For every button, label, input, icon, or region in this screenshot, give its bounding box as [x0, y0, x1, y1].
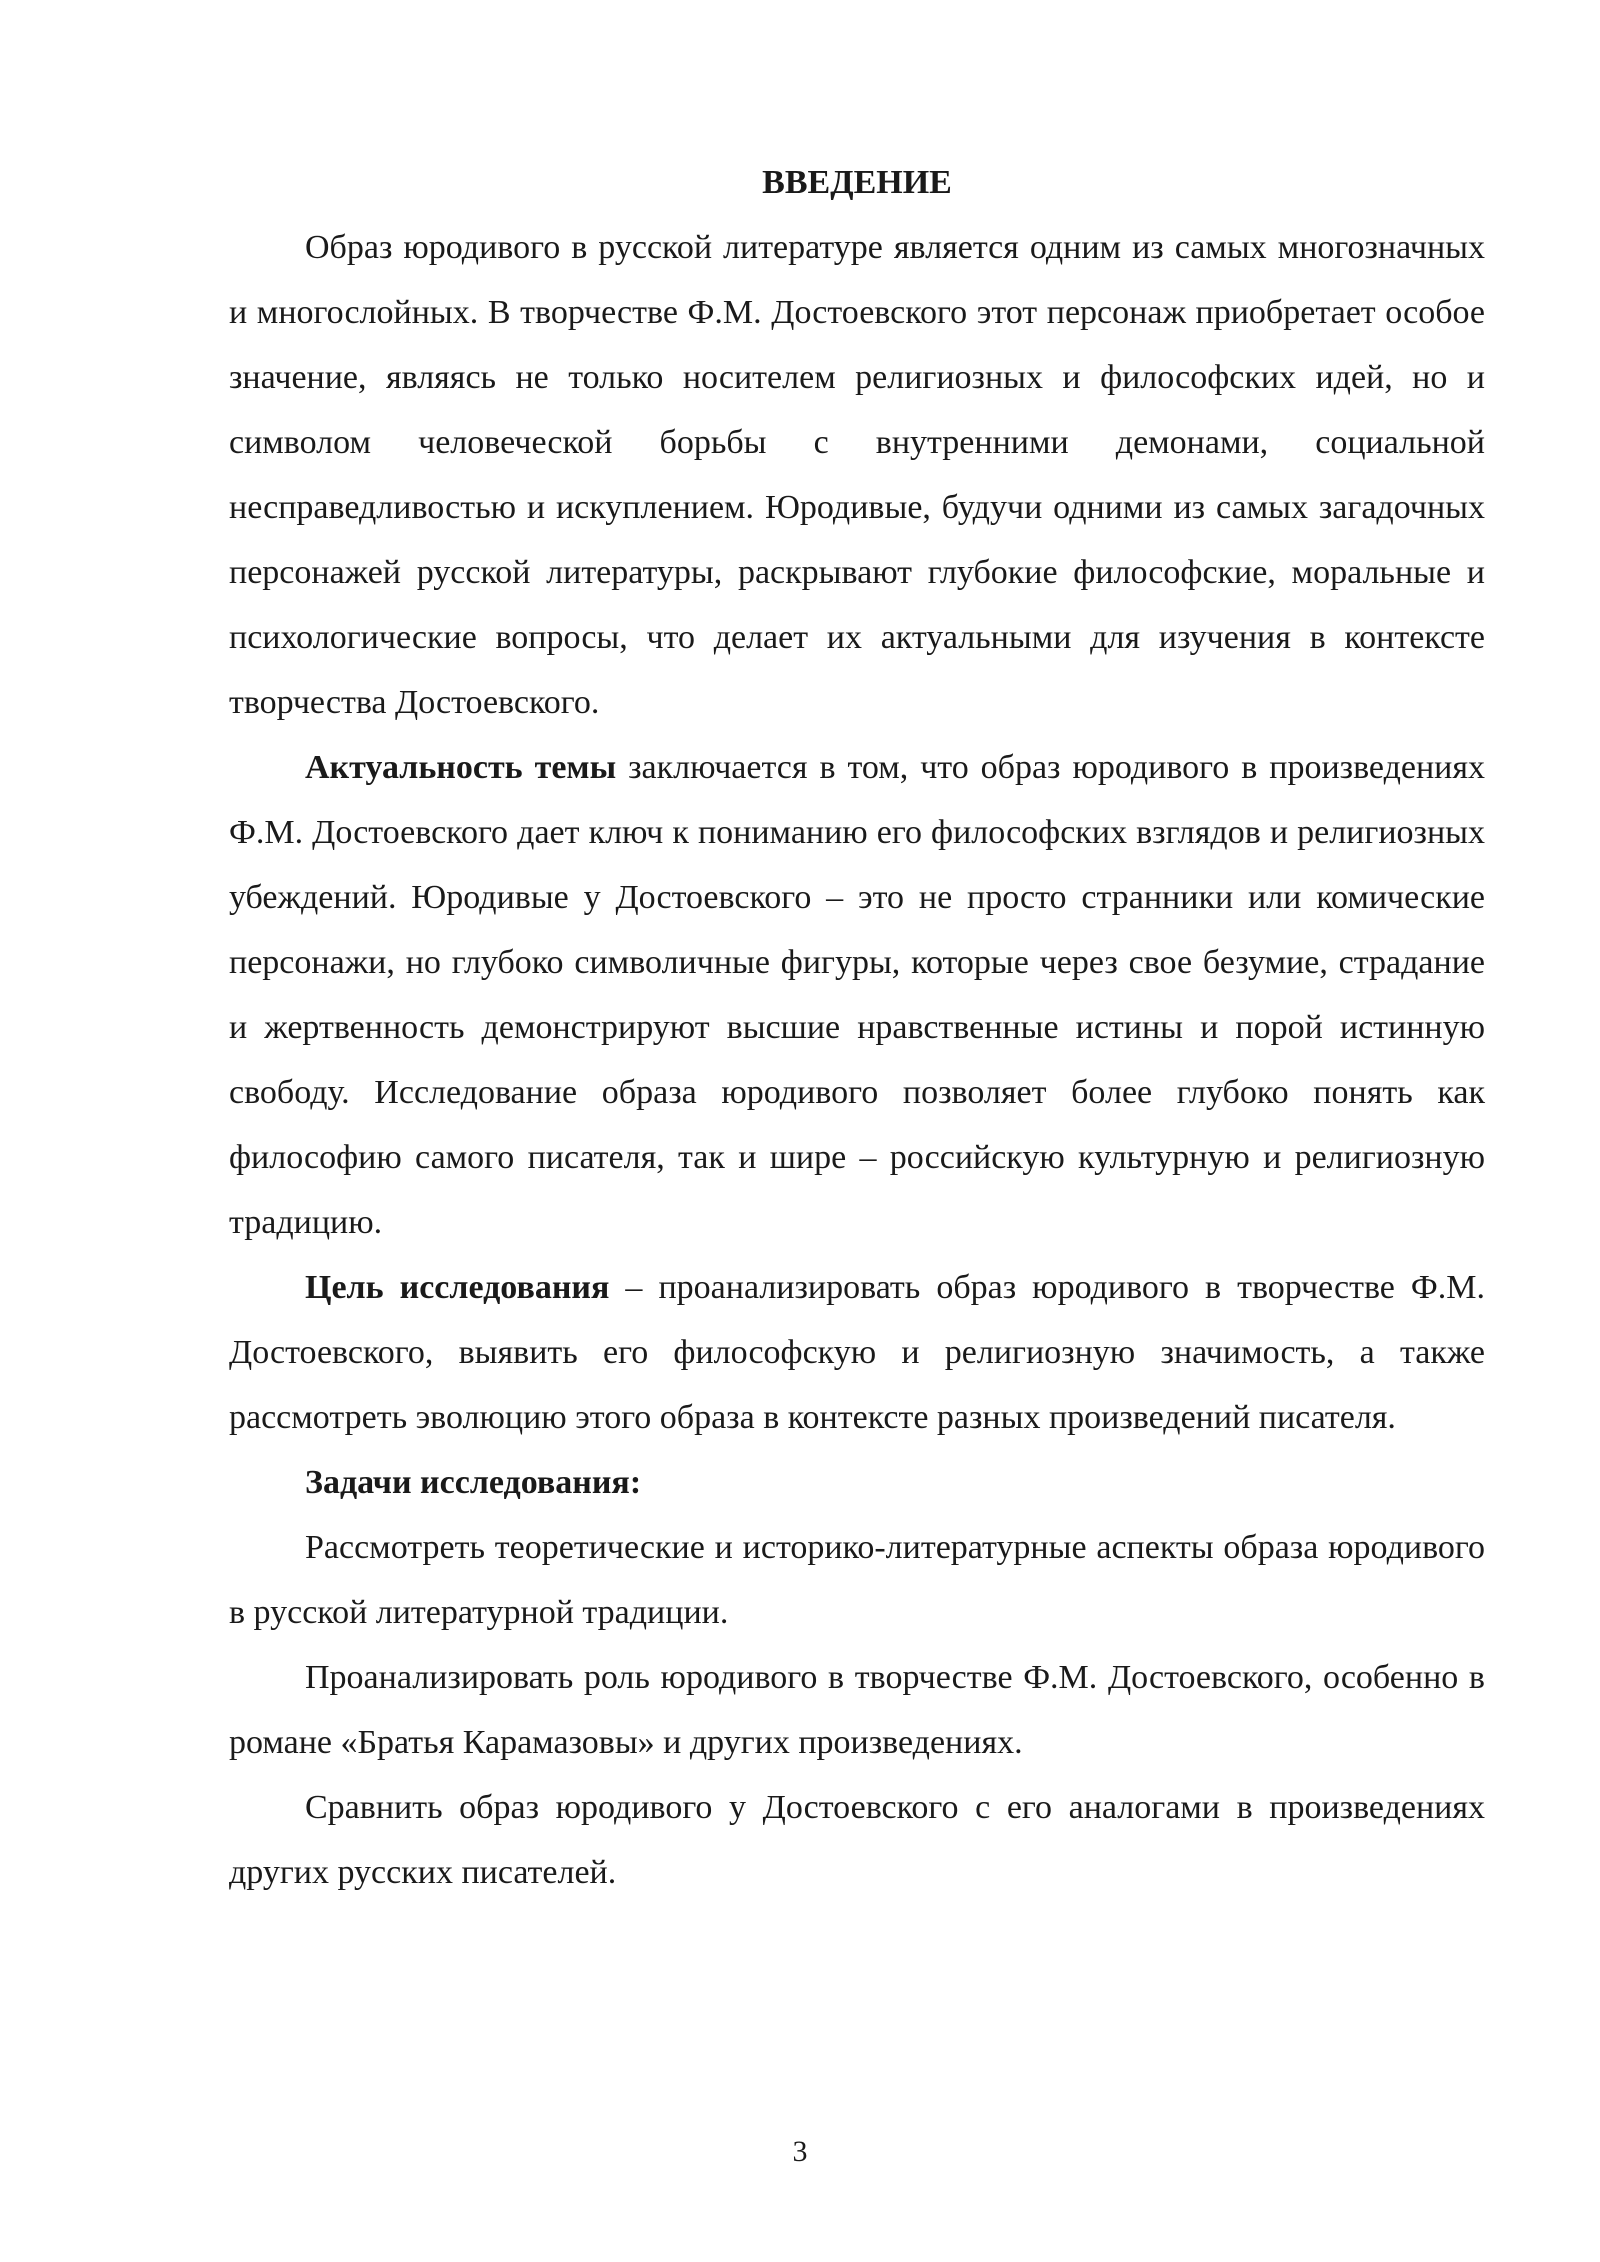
- page-number: 3: [792, 2135, 808, 2168]
- relevance-paragraph: [229, 735, 1485, 1255]
- section-heading: ВВЕДЕНИЕ: [762, 164, 952, 201]
- goal-paragraph: [229, 1255, 1485, 1450]
- task-item: Сравнить образ юродивого у Достоевского с его аналогами в произведениях других русских писателей.: [229, 1789, 1485, 1891]
- tasks-heading: Задачи исследования:: [305, 1464, 642, 1501]
- tasks-heading-paragraph: [229, 1450, 1485, 1515]
- goal-label: Цель исследования: [305, 1269, 610, 1306]
- page-content: [229, 150, 1485, 1905]
- goal-text: – проанализировать образ юродивого в творчестве Ф.М. Достоевского, выявить его философскую и религиозную значимость, а также рассмотреть эволюцию этого образа в контексте разных произведений писателя.: [229, 1269, 1486, 1436]
- task-item: Проанализировать роль юродивого в творчестве Ф.М. Достоевского, особенно в романе «Братья Карамазовы» и других произведениях.: [229, 1659, 1485, 1761]
- relevance-label: Актуальность темы: [305, 749, 617, 786]
- task-item: Рассмотреть теоретические и историко-литературные аспекты образа юродивого в русской литературной традиции.: [229, 1529, 1485, 1631]
- intro-paragraph: Образ юродивого в русской литературе является одним из самых многозначных и многослойных. В творчестве Ф.М. Достоевского этот персонаж приобретает особое значение, являясь не только носителем религиозных и философских идей, но и символом человеческой борьбы с внутренними демонами, социальной несправедливостью и искуплением. Юродивые, будучи одними из самых загадочных персонажей русской литературы, раскрывают глубокие философские, моральные и психологические вопросы, что делает их актуальными для изучения в контексте творчества Достоевского.: [229, 229, 1485, 721]
- relevance-text: заключается в том, что образ юродивого в произведениях Ф.М. Достоевского дает ключ к пониманию его философских взглядов и религиозных убеждений. Юродивые у Достоевского – это не просто странники или комические персонажи, но глубоко символичные фигуры, которые через свое безумие, страдание и жертвенность демонстрируют высшие нравственные истины и порой истинную свободу. Исследование образа юродивого позволяет более глубоко понять как философию самого писателя, так и шире – российскую культурную и религиозную традицию.: [229, 749, 1485, 1241]
